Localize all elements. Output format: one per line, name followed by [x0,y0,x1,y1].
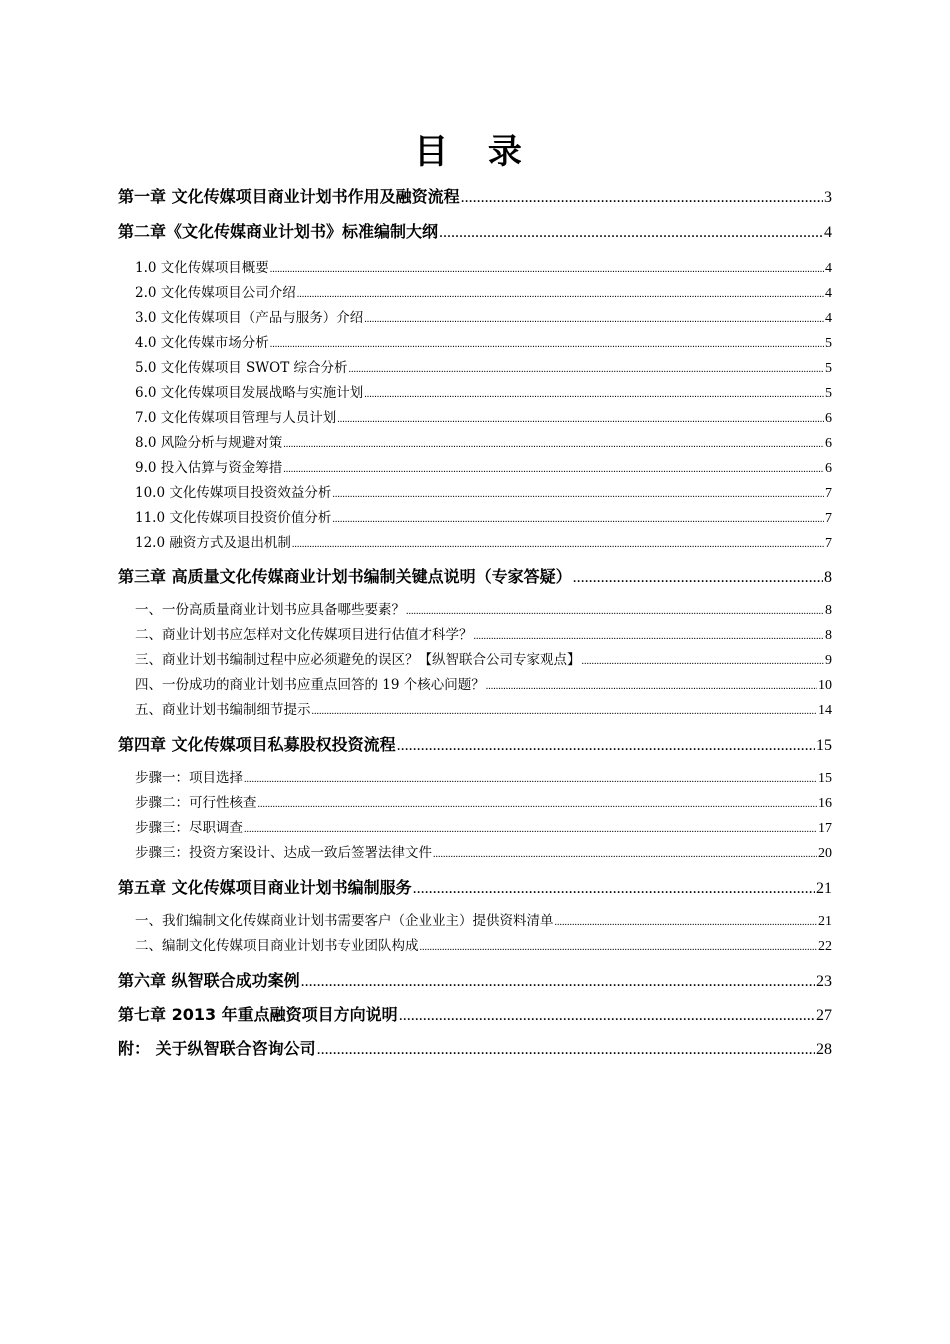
toc-leader-dots [332,510,824,530]
toc-page-number: 5 [825,386,832,401]
toc-entry-label: 9.0 投入估算与资金筹措 [135,460,283,476]
toc-leader-dots [317,1039,815,1061]
toc-page-number: 27 [816,1007,832,1024]
toc-page-number: 15 [818,771,832,786]
toc-chapter-entry[interactable] [118,186,832,208]
toc-entry-label: 第一章 文化传媒项目商业计划书作用及融资流程 [118,187,460,206]
toc-section-entry[interactable] [118,408,832,428]
toc-section-entry[interactable] [118,843,832,863]
toc-page-number: 16 [818,796,832,811]
toc-section-entry[interactable] [118,600,832,620]
toc-section-entry[interactable] [118,936,832,956]
toc-section-entry[interactable] [118,650,832,670]
toc-section-entry[interactable] [118,793,832,813]
toc-leader-dots [413,878,815,900]
toc-entry-label: 11.0 文化传媒项目投资价值分析 [135,510,332,526]
toc-entry-label: 4.0 文化传媒市场分析 [135,335,269,351]
toc-leader-dots [292,535,824,555]
toc-page-number: 6 [825,411,832,426]
toc-section-entry[interactable] [118,911,832,931]
toc-page-number: 7 [825,486,832,501]
toc-leader-dots [364,310,824,330]
toc-leader-dots [555,913,818,933]
toc-page-number: 17 [818,821,832,836]
toc-page-number: 5 [825,361,832,376]
toc-page-number: 15 [816,737,832,754]
toc-leader-dots [332,485,824,505]
toc-section-entry[interactable] [118,283,832,303]
toc-entry-label: 步骤一：项目选择 [135,770,243,786]
toc-leader-dots [439,222,823,244]
toc-section-entry[interactable] [118,533,832,553]
toc-leader-dots [397,735,815,757]
toc-entry-label: 12.0 融资方式及退出机制 [135,535,291,551]
toc-leader-dots [258,795,818,815]
toc-section-entry[interactable] [118,258,832,278]
toc-leader-dots [244,820,817,840]
toc-page-number: 4 [825,311,832,326]
toc-entry-label: 步骤二：可行性核查 [135,795,257,811]
toc-page-number: 7 [825,536,832,551]
toc-page-number: 22 [818,939,832,954]
toc-entry-label: 3.0 文化传媒项目（产品与服务）介绍 [135,310,364,326]
toc-page-number: 20 [818,846,832,861]
toc-entry-label: 二、编制文化传媒项目商业计划书专业团队构成 [135,938,419,954]
toc-chapter-entry[interactable] [118,221,832,243]
toc-page-number: 23 [816,973,832,990]
toc-entry-label: 第六章 纵智联合成功案例 [118,971,300,990]
toc-entry-label: 三、商业计划书编制过程中应必须避免的误区？【纵智联合公司专家观点】 [135,652,581,668]
toc-section-entry[interactable] [118,675,832,695]
toc-section-entry[interactable] [118,508,832,528]
page-title: 目 录 [414,132,536,172]
toc-entry-label: 第三章 高质量文化传媒商业计划书编制关键点说明（专家答疑） [118,567,572,586]
toc-chapter-entry[interactable] [118,1004,832,1026]
toc-leader-dots [283,460,824,480]
toc-chapter-entry[interactable] [118,1038,832,1060]
toc-page-number: 4 [825,261,832,276]
toc-page-number: 6 [825,436,832,451]
toc-section-entry[interactable] [118,818,832,838]
toc-leader-dots [312,702,818,722]
toc-page-number: 14 [818,703,832,718]
toc-entry-label: 一、我们编制文化传媒商业计划书需要客户（企业业主）提供资料清单 [135,913,554,929]
toc-entry-label: 第五章 文化传媒项目商业计划书编制服务 [118,878,412,897]
toc-page-number: 9 [825,653,832,668]
toc-entry-label: 四、一份成功的商业计划书应重点回答的 19 个核心问题？ [135,677,485,693]
toc-entry-label: 步骤三：投资方案设计、达成一致后签署法律文件 [135,845,432,861]
toc-page-number: 8 [824,569,832,586]
toc-entry-label: 一、一份高质量商业计划书应具备哪些要素？ [135,602,405,618]
toc-section-entry[interactable] [118,458,832,478]
toc-leader-dots [433,845,817,865]
toc-leader-dots [399,1005,815,1027]
toc-leader-dots [573,567,823,589]
toc-leader-dots [270,260,824,280]
toc-leader-dots [420,938,818,958]
toc-page-number: 8 [825,628,832,643]
toc-section-entry[interactable] [118,700,832,720]
toc-page-number: 6 [825,461,832,476]
toc-chapter-entry[interactable] [118,734,832,756]
toc-chapter-entry[interactable] [118,970,832,992]
toc-page-number: 21 [816,880,832,897]
toc-entry-label: 1.0 文化传媒项目概要 [135,260,269,276]
toc-leader-dots [582,652,825,672]
toc-leader-dots [406,602,824,622]
toc-page-number: 4 [824,224,832,241]
toc-leader-dots [337,410,824,430]
toc-leader-dots [486,677,817,697]
toc-section-entry[interactable] [118,358,832,378]
toc-entry-label: 步骤三：尽职调查 [135,820,243,836]
toc-section-entry[interactable] [118,308,832,328]
toc-entry-label: 6.0 文化传媒项目发展战略与实施计划 [135,385,364,401]
toc-section-entry[interactable] [118,433,832,453]
toc-leader-dots [270,335,824,355]
toc-section-entry[interactable] [118,483,832,503]
toc-page-number: 10 [818,678,832,693]
toc-entry-label: 10.0 文化传媒项目投资效益分析 [135,485,332,501]
toc-section-entry[interactable] [118,333,832,353]
toc-leader-dots [283,435,824,455]
toc-leader-dots [364,385,824,405]
toc-page-number: 4 [825,286,832,301]
toc-entry-label: 五、商业计划书编制细节提示 [135,702,311,718]
toc-page-number: 28 [816,1041,832,1058]
toc-entry-label: 5.0 文化传媒项目 SWOT 综合分析 [135,360,348,376]
toc-entry-label: 二、商业计划书应怎样对文化传媒项目进行估值才科学？ [135,627,473,643]
toc-entry-label: 附： 关于纵智联合咨询公司 [118,1039,316,1058]
toc-page-number: 3 [824,189,832,206]
toc-leader-dots [297,285,824,305]
toc-page-number: 21 [818,914,832,929]
toc-leader-dots [474,627,825,647]
toc-page-number: 8 [825,603,832,618]
toc-entry-label: 第二章《文化传媒商业计划书》标准编制大纲 [118,222,439,241]
toc-page-number: 5 [825,336,832,351]
toc-section-entry[interactable] [118,383,832,403]
toc-chapter-entry[interactable] [118,877,832,899]
toc-leader-dots [461,187,823,209]
toc-entry-label: 8.0 风险分析与规避对策 [135,435,283,451]
toc-entry-label: 第七章 2013 年重点融资项目方向说明 [118,1005,398,1024]
toc-section-entry[interactable] [118,625,832,645]
toc-leader-dots [244,770,817,790]
toc-section-entry[interactable] [118,768,832,788]
toc-leader-dots [301,971,815,993]
toc-chapter-entry[interactable] [118,566,832,588]
toc-entry-label: 7.0 文化传媒项目管理与人员计划 [135,410,337,426]
toc-page-number: 7 [825,511,832,526]
toc-entry-label: 2.0 文化传媒项目公司介绍 [135,285,296,301]
toc-leader-dots [349,360,824,380]
toc-entry-label: 第四章 文化传媒项目私募股权投资流程 [118,735,396,754]
